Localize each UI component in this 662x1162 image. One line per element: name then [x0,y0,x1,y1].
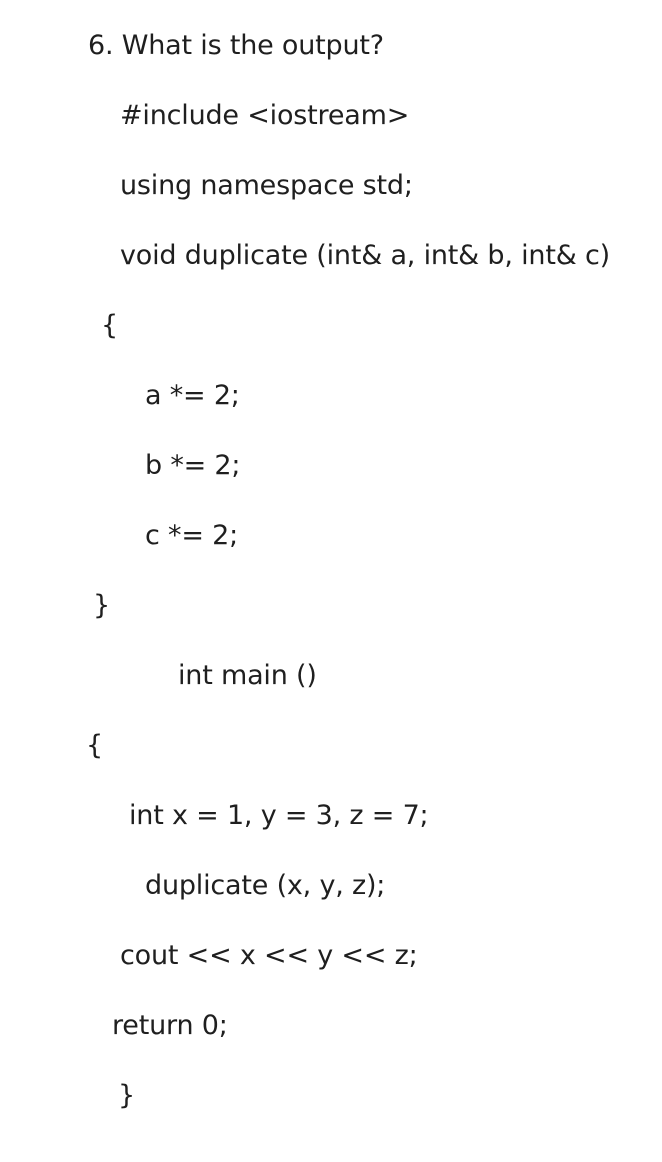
code-line-return: return 0; [112,1010,228,1041]
code-line-function-signature: void duplicate (int& a, int& b, int& c) [120,240,610,271]
code-line-output: cout << x << y << z; [120,940,418,971]
code-line-statement: c *= 2; [145,520,239,551]
code-line-namespace: using namespace std; [120,170,413,201]
code-line-include: #include <iostream> [120,100,410,131]
code-line-open-brace: { [86,730,103,761]
code-line-declaration: int x = 1, y = 3, z = 7; [129,800,429,831]
code-line-function-call: duplicate (x, y, z); [145,870,386,901]
code-line-close-brace: } [93,590,110,621]
code-line-main-signature: int main () [178,660,317,691]
code-line-statement: b *= 2; [145,450,241,481]
code-line-open-brace: { [101,310,118,341]
question-title: 6. What is the output? [88,30,384,61]
code-line-close-brace: } [118,1080,135,1111]
code-line-statement: a *= 2; [145,380,240,411]
